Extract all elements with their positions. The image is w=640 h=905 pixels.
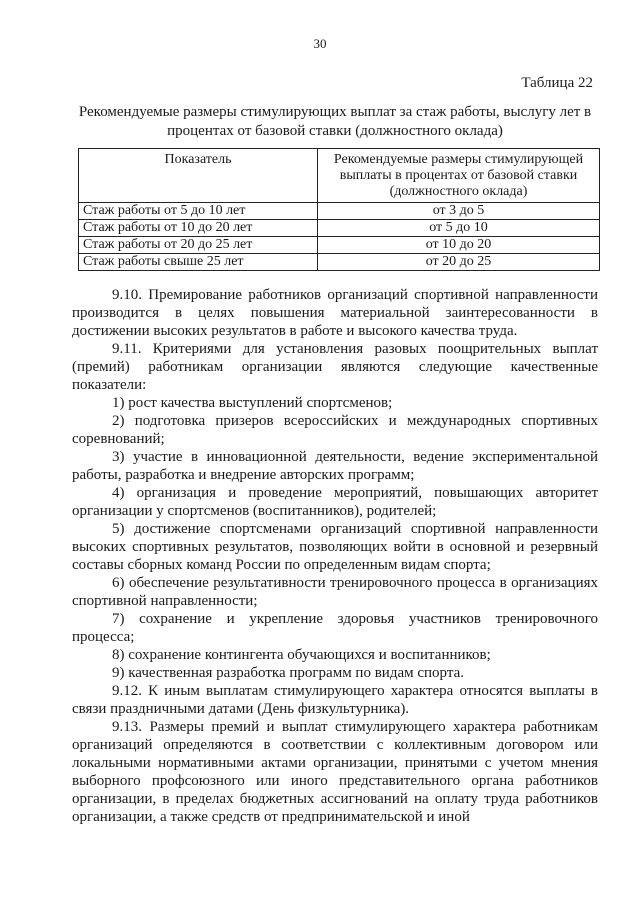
list-item: 9) качественная разработка программ по видам спорта. — [112, 665, 464, 681]
list-item: 5) достижение спортсменами организаций спортивной направленности высоких спортивных результатов, позволяющих войти в основной и резервный составы сборных команд России по определенным видам спорта; — [72, 521, 598, 573]
table-title: Рекомендуемые размеры стимулирующих выплат за стаж работы, выслугу лет в процентах от базовой ставки (должностного оклада) — [78, 104, 592, 139]
page-number: 30 — [313, 36, 327, 51]
table-row — [79, 220, 600, 237]
list-item: 6) обеспечение результативности тренировочного процесса в организациях спортивной направленности; — [72, 575, 598, 609]
table-cell-rate: от 20 до 25 — [318, 254, 600, 271]
list-item: 4) организация и проведение мероприятий, повышающих авторитет организации у спортсменов (воспитанников), родителей; — [72, 485, 598, 519]
table-label: Таблица 22 — [521, 75, 593, 91]
table-row — [79, 254, 600, 271]
paragraph-9-11: 9.11. Критериями для установления разовых поощрительных выплат (премий) работникам организации являются следующие качественные показатели: — [72, 341, 598, 393]
table-cell-rate: от 5 до 10 — [318, 220, 600, 237]
paragraph-9-13: 9.13. Размеры премий и выплат стимулирующего характера работникам организаций определяются в соответствии с коллективным договором или локальными нормативными актами организации, принятыми с учетом мнения выборного профсоюзного или иного представительного органа работников организации, в пределах бюджетных ассигнований на оплату труда работников организации, а также средств от предпринимательской и иной — [72, 719, 598, 825]
header-indicator: Показатель — [79, 149, 318, 203]
list-item: 2) подготовка призеров всероссийских и международных спортивных соревнований; — [72, 413, 598, 447]
table-row — [79, 237, 600, 254]
list-item: 8) сохранение контингента обучающихся и воспитанников; — [112, 647, 491, 663]
list-item: 3) участие в инновационной деятельности, ведение экспериментальной работы, разработка и внедрение авторских программ; — [72, 449, 598, 483]
table-cell-indicator: Стаж работы от 10 до 20 лет — [79, 220, 318, 237]
rates-table — [78, 148, 600, 271]
list-item: 1) рост качества выступлений спортсменов; — [112, 395, 393, 411]
paragraph-9-10: 9.10. Премирование работников организаций спортивной направленности производится в целях повышения материальной заинтересованности в достижении высоких результатов в работе и высокого качества труда. — [72, 287, 598, 339]
table-header-row — [79, 149, 600, 203]
paragraph-9-12: 9.12. К иным выплатам стимулирующего характера относятся выплаты в связи праздничными датами (День физкультурника). — [72, 683, 598, 717]
header-recommended-rate: Рекомендуемые размеры стимулирующей выплаты в процентах от базовой ставки (должностного оклада) — [318, 149, 600, 203]
table-cell-rate: от 10 до 20 — [318, 237, 600, 254]
table-cell-indicator: Стаж работы от 5 до 10 лет — [79, 203, 318, 220]
table-row — [79, 203, 600, 220]
table-cell-indicator: Стаж работы свыше 25 лет — [79, 254, 318, 271]
list-item: 7) сохранение и укрепление здоровья участников тренировочного процесса; — [72, 611, 598, 645]
body-text — [72, 286, 598, 826]
table-cell-rate: от 3 до 5 — [318, 203, 600, 220]
table-cell-indicator: Стаж работы от 20 до 25 лет — [79, 237, 318, 254]
